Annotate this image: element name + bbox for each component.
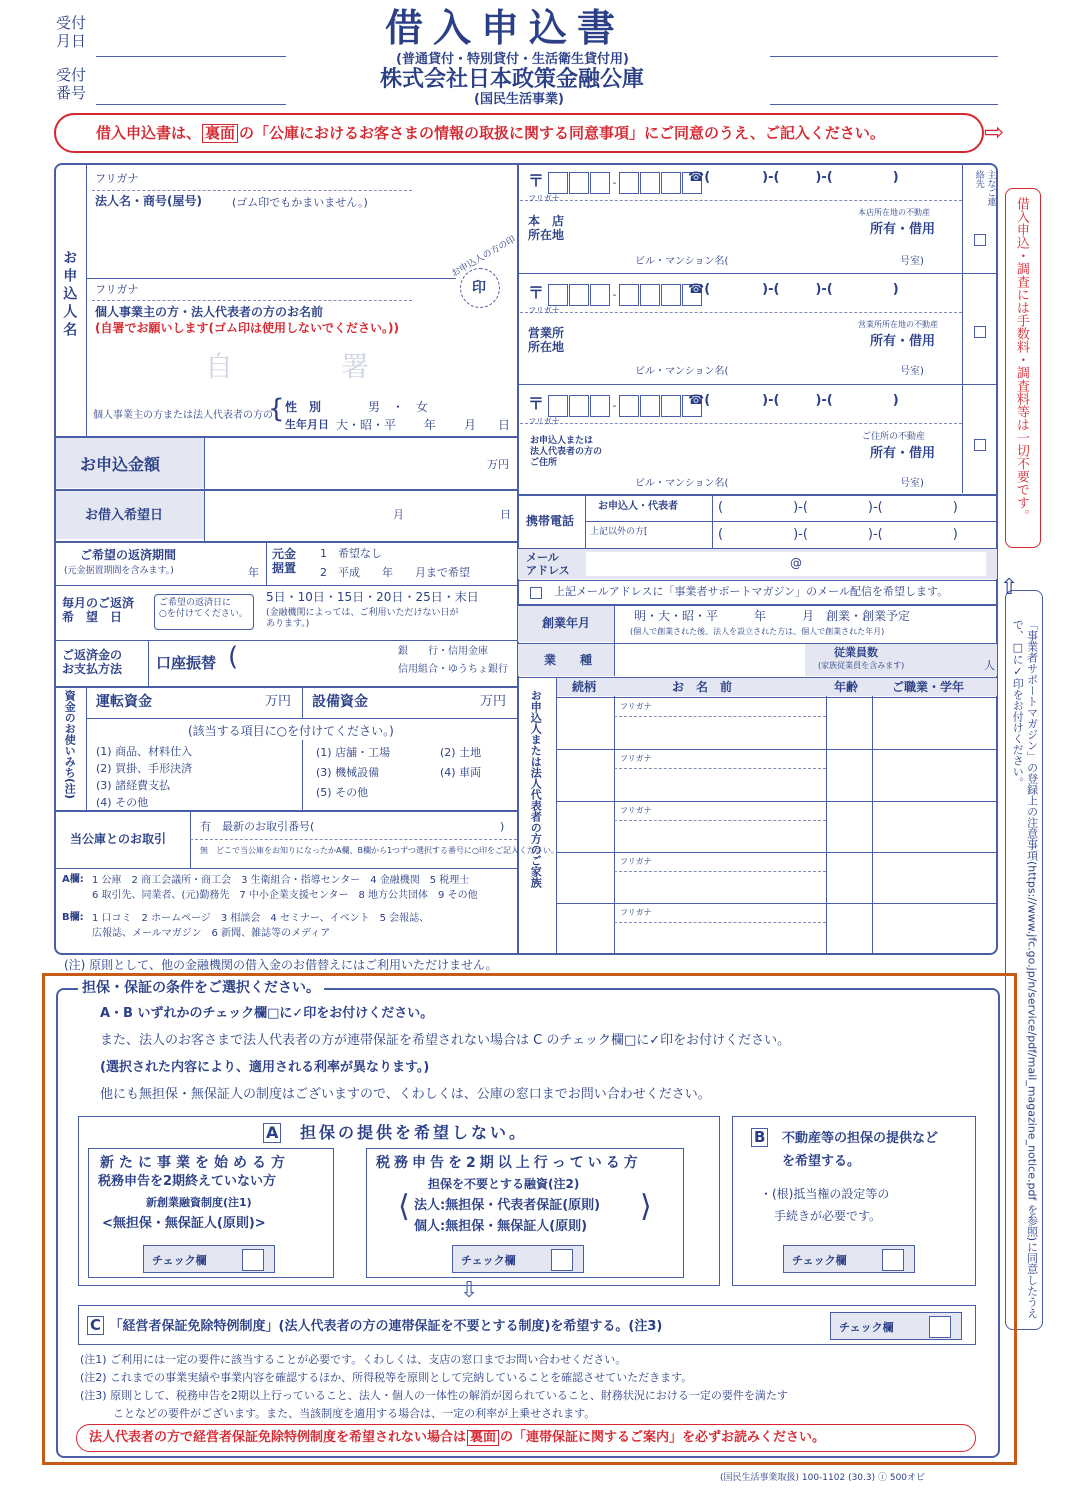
warning-pre: 法人代表者の方で経営者保証免除特例制度を希望されない場合は [89, 1430, 467, 1445]
facility-items-2 [440, 743, 481, 783]
option-a-letter: A [263, 1123, 281, 1143]
type-label: 業 種 [544, 653, 593, 667]
fee-notice-box [1005, 188, 1041, 548]
division-name: (国民生活事業) [474, 92, 564, 107]
postal-mark: 〒 [528, 283, 545, 302]
tel-icon: ☎ [688, 170, 705, 185]
payday-note-box [154, 594, 254, 630]
seal-mark: 印 [472, 280, 486, 296]
head-tel-row [688, 170, 899, 186]
paren-icon: ( [228, 642, 239, 672]
tel-format-1[interactable]: ( )-( [704, 393, 780, 408]
head-main-contact-checkbox[interactable] [974, 233, 986, 246]
payment-method: 口座振替 [156, 654, 217, 672]
payment-label: ご返済金の お支払方法 [62, 648, 123, 677]
brace-icon: { [268, 394, 285, 424]
furigana-sales: フリガナ [528, 306, 560, 315]
rep-name-input[interactable] [100, 345, 500, 390]
working-items [96, 743, 192, 811]
term-label: ご希望の返済期間 [80, 548, 177, 562]
furigana-head: フリガナ [528, 194, 560, 203]
mobile-rep: お申込人・代表者 [598, 501, 678, 512]
tel-format-3: ) [892, 282, 899, 297]
tel-format-2[interactable]: )-( [815, 393, 833, 408]
form-code: (国民生活事業取扱) 100-1102 (30.3) ⓘ 500オビ [720, 1473, 926, 1483]
form-title: 借入申込書 [385, 6, 626, 50]
mobile-fmt: ) [952, 500, 958, 515]
family-header: ご職業・学年 [892, 680, 965, 694]
sex-birth-intro: 個人事業主の方または法人代表者の方の [93, 410, 273, 421]
home-label: お申込人または 法人代表者の方の ご住所 [530, 436, 603, 468]
sales-postal-row: 〒 - [528, 280, 703, 306]
family-furigana: フリガナ [620, 908, 652, 917]
working-capital-label: 運転資金 [96, 694, 152, 710]
date-month: 月 [393, 508, 404, 521]
tel-format-3: ) [892, 170, 899, 185]
furigana-label-2: フリガナ [95, 283, 139, 296]
a2-line4: 個人:無担保・無保証人(原則) [414, 1219, 588, 1234]
postal-digit[interactable] [640, 395, 660, 417]
note-line: (注3) 原則として、税務申告を2期以上行っていること、法人・個人の一体性の解消が図られていること、財務状況における一定の要件を満たす [80, 1389, 788, 1402]
birth-label: 生年月日 [285, 418, 329, 431]
tel-format-3: ) [892, 393, 899, 408]
guarantee-line1: A・B いずれかのチェック欄□に✓印をお付けください。 [100, 1006, 434, 1021]
postal-digit[interactable] [569, 284, 589, 306]
postal-digit[interactable] [569, 172, 589, 194]
grace-label: 元金 据置 [272, 547, 297, 576]
postal-digit[interactable] [619, 284, 639, 306]
employees-note: (家族従業員を含みます) [818, 661, 905, 670]
arrow-right-icon: ⇨ [984, 118, 1005, 146]
postal-digit[interactable] [661, 395, 681, 417]
source-a-options[interactable]: 1 公庫 2 商工会議所・商工会 3 生衛組合・指導センター 4 金融機関 5 税理士 6 取引先、同業者、(元)勤務先 7 中小企業支援センター 8 地方公共団体 9 その他 [92, 875, 478, 901]
b-check-label: チェック欄 [792, 1254, 847, 1267]
sales-main-contact-checkbox[interactable] [974, 325, 986, 338]
mobile-rep-number[interactable]: ( )-( )-( ) [718, 500, 958, 515]
a1-line4: <無担保・無保証人(原則)> [102, 1216, 266, 1231]
c-check-field[interactable] [830, 1312, 962, 1340]
furigana-home: フリガナ [528, 417, 560, 426]
use-instruction: (該当する項目に○を付けてください。) [188, 724, 394, 738]
consent-post: の「公庫におけるお客さまの情報の取扱に関する同意事項」にご同意のうえ、ご記入ください。 [239, 124, 885, 142]
email-input[interactable] [586, 552, 986, 576]
grace-opt1[interactable]: 1 希望なし [320, 547, 382, 560]
c-checkbox[interactable] [929, 1316, 951, 1338]
home-postal-row: 〒 - [528, 391, 703, 417]
angle-left-icon: ⟨ [398, 1189, 410, 1224]
a1-check-field[interactable] [143, 1245, 275, 1273]
guarantee-line3: (選択された内容により、適用される利率が異なります。) [100, 1060, 430, 1075]
guarantee-notes [80, 1351, 788, 1423]
arrow-up-icon: ⇧ [1000, 575, 1019, 600]
working-item[interactable]: (1) 商品、材料仕入 [96, 745, 193, 758]
head-room: 号室) [900, 256, 924, 267]
date-label: お借入希望日 [85, 508, 164, 523]
sex-label: 性 別 [285, 400, 322, 414]
relation-close: ) [500, 820, 505, 833]
tel-icon: ☎ [688, 282, 705, 297]
tel-format-1[interactable]: ( )-( [704, 282, 780, 297]
source-b-label: B欄: [62, 912, 84, 923]
birth-year-unit: 年 [424, 418, 437, 432]
seal-note: お申込人の方の印 [450, 234, 518, 280]
corp-name-input[interactable] [100, 210, 430, 270]
email-at: @ [790, 556, 802, 570]
b-note1: ・(根)抵当権の設定等の [760, 1187, 890, 1201]
working-item[interactable]: (4) その他 [96, 796, 149, 809]
sales-owned-leased[interactable]: 所有・借用 [870, 334, 936, 349]
founded-label: 創業年月 [542, 616, 591, 630]
home-owned-leased[interactable]: 所有・借用 [870, 446, 936, 461]
postal-digit[interactable] [590, 172, 610, 194]
relation-yes[interactable]: 有 最新のお取引番号( [200, 820, 315, 833]
head-property-label: 本店所在地の不動産 [858, 208, 930, 217]
a2-line2: 担保を不要とする融資(注2) [428, 1177, 580, 1191]
grace-opt2[interactable]: 2 平成 年 月まで希望 [320, 566, 470, 579]
amount-label: お申込金額 [80, 455, 161, 474]
facility-unit: 万円 [480, 694, 507, 709]
relation-no[interactable]: 無 どこで当公庫をお知りになったかA欄、B欄から1つずつ選択する番号に○印をご記入ください。 [200, 846, 560, 855]
mobile-fmt: )-( [867, 527, 883, 542]
main-contact-label: 主なご連絡先 [973, 170, 996, 206]
consent-pre: 借入申込書は、 [96, 124, 202, 142]
facility-item[interactable]: (2) 土地 [440, 746, 482, 759]
source-a-label: A欄: [62, 874, 84, 885]
postal-mark: 〒 [528, 171, 545, 190]
birth-day-unit: 日 [498, 418, 511, 432]
working-unit: 万円 [265, 694, 292, 709]
home-building[interactable]: ビル・マンション名( [635, 478, 729, 489]
a1-line3: 新創業融資制度(注1) [146, 1196, 252, 1209]
a2-check-field[interactable] [452, 1245, 584, 1273]
rep-name-note: (自署でお願いします(ゴム印は使用しないでください。)) [95, 321, 399, 335]
family-furigana: フリガナ [620, 857, 652, 866]
a1-checkbox[interactable] [242, 1249, 264, 1271]
tel-format-2[interactable]: )-( [815, 282, 833, 297]
relation-label: 当公庫とのお取引 [70, 832, 167, 846]
postal-digit[interactable] [619, 172, 639, 194]
head-postal-row: 〒 - [528, 168, 703, 194]
working-item[interactable]: (2) 買掛、手形決済 [96, 762, 193, 775]
postal-digit[interactable] [569, 395, 589, 417]
a2-line3: 法人:無担保・代表者保証(原則) [414, 1198, 601, 1213]
receipt-number-label: 受付 番号 [56, 66, 87, 102]
furigana-label-1: フリガナ [95, 172, 139, 185]
form-subtitle: (普通貸付・特別貸付・生活衛生貸付用) [396, 52, 629, 67]
head-owned-leased[interactable]: 所有・借用 [870, 222, 936, 237]
payday-options-note: (金融機関によっては、ご利用いただけない日が あります。) [266, 608, 459, 629]
facility-capital-label: 設備資金 [312, 694, 368, 710]
date-day: 日 [500, 508, 511, 521]
mobile-fmt: ) [952, 527, 958, 542]
home-main-contact-checkbox[interactable] [974, 438, 986, 451]
warning-post: の「連帯保証に関するご案内」を必ずお読みください。 [500, 1430, 826, 1445]
note-line: (注2) これまでの事業実績や事業内容を確認するほか、所得税等を原則として完納していることを確認させていただきます。 [80, 1371, 693, 1384]
b-checkbox[interactable] [882, 1249, 904, 1271]
guarantee-line2: また、法人のお客さまで法人代表者の方が連帯保証を希望されない場合は C のチェック欄□に✓印をお付けください。 [100, 1033, 791, 1048]
source-b-options[interactable]: 1 口コミ 2 ホームページ 3 相談会 4 セミナー、イベント 5 会報誌、 広報誌、メールマガジン 6 新聞、雑誌等のメディア [92, 913, 430, 939]
amount-unit: 万円 [487, 458, 509, 471]
email-label: メール アドレス [526, 551, 570, 577]
fee-notice: 借入申込・調査には手数料・調査料等は一切不要です。 [1013, 197, 1029, 522]
option-c-row [86, 1316, 662, 1335]
founded-eras[interactable]: 明・大・昭・平 年 月 創業・創業予定 [634, 609, 911, 623]
applicant-side-label: お申込人名 [61, 250, 78, 340]
warning-reverse: 裏面 [467, 1430, 499, 1446]
employees-label: 従業員数 [834, 646, 878, 659]
head-building[interactable]: ビル・マンション名( [635, 256, 729, 267]
facility-item[interactable]: (4) 車両 [440, 766, 482, 779]
postal-digit[interactable] [619, 395, 639, 417]
postal-digit[interactable] [661, 284, 681, 306]
postal-digit[interactable] [590, 395, 610, 417]
founded-note: (個人で創業された後、法人を設立された方は、個人で創業された年月) [630, 627, 885, 636]
seal-area[interactable] [460, 268, 500, 308]
mobile-label: 携帯電話 [526, 514, 575, 528]
amount-input[interactable] [210, 440, 480, 486]
sales-tel-row [688, 282, 899, 298]
c-check-label: チェック欄 [839, 1321, 894, 1334]
corp-name-note: (ゴム印でもかまいません。) [232, 196, 368, 209]
guarantee-warning [76, 1424, 976, 1452]
family-side-label: お申込人または法人代表者の方のご家族 [529, 690, 543, 888]
a1-line1: 新たに事業を始める方 [100, 1155, 290, 1171]
rep-name-label: 個人事業主の方・法人代表者の方のお名前 [95, 305, 324, 319]
receipt-date-label: 受付 月日 [56, 14, 87, 50]
option-c-letter: C [87, 1316, 104, 1335]
a2-line1: 税務申告を2期以上行っている方 [376, 1155, 642, 1171]
home-room: 号室) [900, 478, 924, 489]
sales-room: 号室) [900, 366, 924, 377]
a1-check-label: チェック欄 [152, 1254, 207, 1267]
payday-note: ご希望の返済日に ○を付けてください。 [159, 598, 248, 619]
option-c-text: 「経営者保証免除特例制度」(法人代表者の方の連帯保証を不要とする制度)を希望する。(注3) [109, 1319, 663, 1334]
term-year-unit: 年 [248, 566, 259, 579]
postal-digit[interactable] [640, 172, 660, 194]
corp-name-label: 法人名・商号(屋号) [95, 194, 202, 208]
postal-digit[interactable] [548, 172, 568, 194]
company-name: 株式会社日本政策金融公庫 [380, 67, 645, 92]
angle-right-icon: ⟩ [640, 1189, 652, 1224]
bank-type-1[interactable]: 銀 行・信用金庫 [398, 646, 488, 657]
family-header: 続柄 [572, 680, 597, 694]
term-note: (元金据置期間を含みます。) [64, 566, 174, 576]
option-b-title2: を希望する。 [782, 1154, 861, 1169]
self-sign-watermark: 自 署 [205, 350, 410, 383]
magazine-text: 上記メールアドレスに「事業者サポートマガジン」のメール配信を希望します。 [554, 585, 949, 598]
a2-check-label: チェック欄 [461, 1254, 516, 1267]
mobile-fmt: )-( [793, 500, 808, 515]
consent-reverse: 裏面 [202, 124, 238, 143]
magazine-checkbox[interactable] [530, 586, 542, 599]
a2-checkbox[interactable] [551, 1249, 573, 1271]
tel-icon: ☎ [688, 393, 705, 408]
option-b-title1: 不動産等の担保の提供など [781, 1131, 938, 1146]
guarantee-line4: 他にも無担保・無保証人の制度はございますので、くわしくは、公庫の窓口までお問い合わせください。 [100, 1087, 711, 1102]
working-item[interactable]: (3) 諸経費支払 [96, 779, 171, 792]
option-a-title: 担保の提供を希望しない。 [299, 1123, 528, 1142]
family-header: お 名 前 [672, 680, 733, 694]
payday-label: 毎月のご返済 希 望 日 [62, 596, 135, 625]
head-office-label: 本 店 所在地 [528, 214, 565, 243]
b-check-field[interactable] [783, 1245, 915, 1273]
birth-month-unit: 月 [464, 418, 477, 432]
sales-office-label: 営業所 所在地 [528, 326, 565, 355]
bank-type-2[interactable]: 信用組合・ゆうちょ銀行 [398, 664, 508, 675]
home-tel-row [688, 393, 899, 409]
facility-item[interactable]: (1) 店舗・工場 [316, 746, 391, 759]
down-arrow-icon: ⇩ [460, 1278, 479, 1303]
magazine-notice: 「事業者サポートマガジン」の登録上の注意事項(https://www.jfc.go.jp/n/service/pdf/mail_magazine_notice.pdf を参照)に同意したうえで、□に✓印をお付けください。 [1011, 619, 1039, 1319]
facility-item[interactable]: (5) その他 [316, 786, 369, 799]
home-property-label: ご住所の不動産 [862, 432, 926, 442]
option-a-heading [262, 1123, 528, 1143]
sales-property-label: 営業所所在地の不動産 [858, 320, 938, 329]
mobile-other[interactable]: 上記以外の方[ [590, 527, 648, 537]
postal-digit[interactable] [548, 284, 568, 306]
postal-digit[interactable] [590, 284, 610, 306]
mobile-fmt: )-( [793, 527, 808, 542]
family-furigana: フリガナ [620, 806, 652, 815]
birth-era[interactable]: 大・昭・平 [336, 418, 397, 432]
payday-options[interactable]: 5日・10日・15日・20日・25日・末日 [266, 590, 479, 604]
family-furigana: フリガナ [620, 702, 652, 711]
consent-banner [54, 113, 984, 153]
a1-line2: 税務申告を2期終えていない方 [98, 1174, 277, 1189]
note-line: (注1) ご利用には一定の要件に該当することが必要です。くわしくは、支店の窓口までお問い合わせください。 [80, 1353, 627, 1366]
postal-mark: 〒 [528, 394, 545, 413]
sex-options[interactable]: 男 ・ 女 [368, 400, 429, 414]
guarantee-heading: 担保・保証の条件をご選択ください。 [78, 980, 324, 997]
family-furigana: フリガナ [620, 754, 652, 763]
facility-item[interactable]: (3) 機械設備 [316, 766, 380, 779]
b-note2: 手続きが必要です。 [774, 1209, 882, 1223]
postal-digit[interactable] [548, 395, 568, 417]
main-footnote: (注) 原則として、他の金融機関の借入金のお借替えにはご利用いただけません。 [64, 958, 498, 972]
employees-unit: 人 [984, 659, 995, 672]
use-side-label: 資金のお使いみち(注) [63, 690, 77, 800]
postal-digit[interactable] [661, 172, 681, 194]
tel-format-1[interactable]: ( )-( [704, 170, 780, 185]
mobile-other-number[interactable]: ( )-( )-( ) [718, 527, 958, 542]
sales-building[interactable]: ビル・マンション名( [635, 366, 729, 377]
mobile-fmt: )-( [867, 500, 883, 515]
tel-format-2[interactable]: )-( [815, 170, 833, 185]
option-b-heading [750, 1128, 938, 1147]
note-line: ことなどの要件がございます。また、当該制度を適用する場合は、一定の利率が上乗せされます。 [80, 1407, 596, 1420]
option-b-letter: B [751, 1128, 768, 1147]
facility-items [316, 743, 390, 803]
postal-digit[interactable] [640, 284, 660, 306]
family-header: 年齢 [834, 680, 859, 694]
